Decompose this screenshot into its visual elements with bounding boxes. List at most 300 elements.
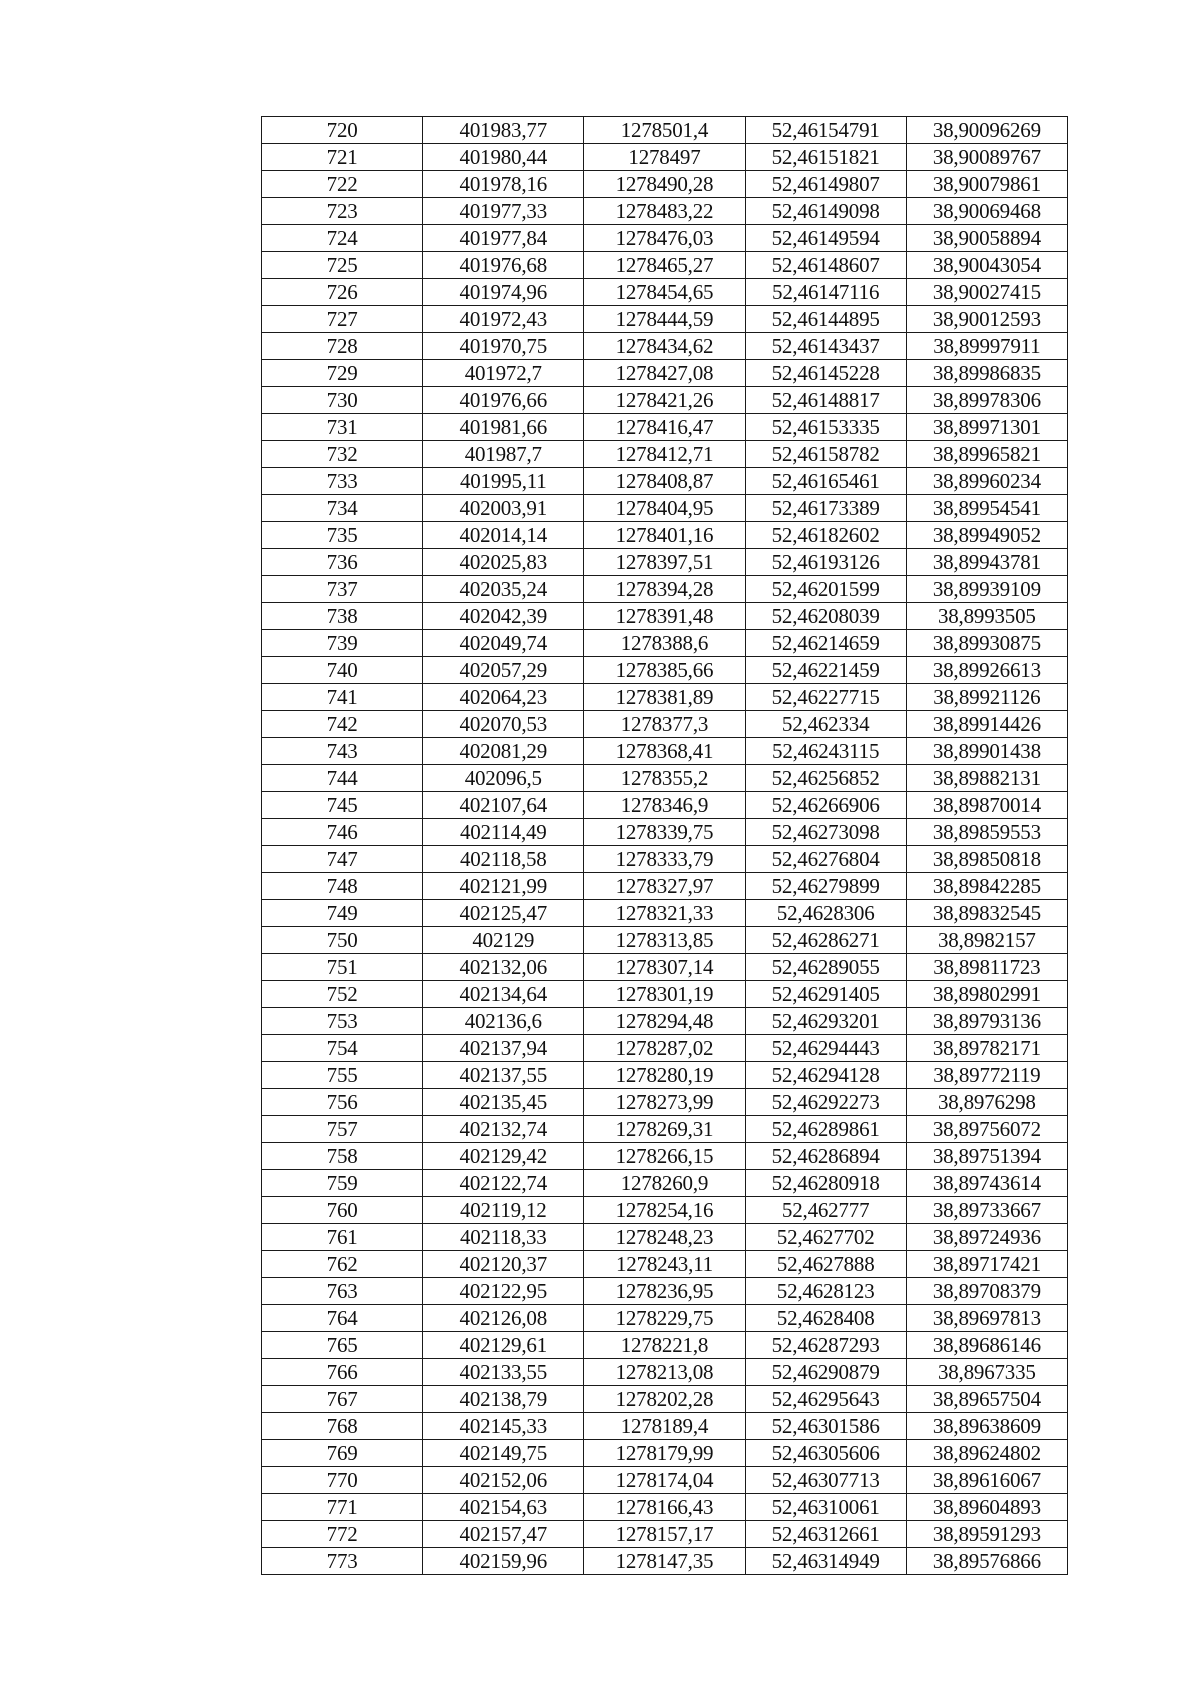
longitude-cell: 38,89921126	[906, 684, 1067, 711]
point-number-cell: 766	[262, 1359, 423, 1386]
table-row	[262, 927, 1068, 954]
longitude-cell: 38,89782171	[906, 1035, 1067, 1062]
latitude-cell: 52,46294443	[745, 1035, 906, 1062]
longitude-cell: 38,89657504	[906, 1386, 1067, 1413]
table-row	[262, 522, 1068, 549]
y-coordinate-cell: 1278254,16	[584, 1197, 745, 1224]
longitude-cell: 38,8982157	[906, 927, 1067, 954]
latitude-cell: 52,46273098	[745, 819, 906, 846]
table-row	[262, 495, 1068, 522]
table-row	[262, 981, 1068, 1008]
point-number-cell: 773	[262, 1548, 423, 1575]
latitude-cell: 52,4627702	[745, 1224, 906, 1251]
latitude-cell: 52,46208039	[745, 603, 906, 630]
latitude-cell: 52,46165461	[745, 468, 906, 495]
table-row	[262, 657, 1068, 684]
x-coordinate-cell: 402042,39	[423, 603, 584, 630]
table-row	[262, 630, 1068, 657]
point-number-cell: 720	[262, 117, 423, 144]
table-row	[262, 846, 1068, 873]
longitude-cell: 38,89724936	[906, 1224, 1067, 1251]
latitude-cell: 52,46279899	[745, 873, 906, 900]
longitude-cell: 38,89591293	[906, 1521, 1067, 1548]
point-number-cell: 742	[262, 711, 423, 738]
longitude-cell: 38,89733667	[906, 1197, 1067, 1224]
x-coordinate-cell: 401974,96	[423, 279, 584, 306]
longitude-cell: 38,89793136	[906, 1008, 1067, 1035]
latitude-cell: 52,4627888	[745, 1251, 906, 1278]
y-coordinate-cell: 1278269,31	[584, 1116, 745, 1143]
x-coordinate-cell: 402149,75	[423, 1440, 584, 1467]
coordinates-table	[261, 116, 1068, 1575]
latitude-cell: 52,462777	[745, 1197, 906, 1224]
latitude-cell: 52,46312661	[745, 1521, 906, 1548]
x-coordinate-cell: 402118,58	[423, 846, 584, 873]
point-number-cell: 748	[262, 873, 423, 900]
table-row	[262, 1170, 1068, 1197]
point-number-cell: 772	[262, 1521, 423, 1548]
latitude-cell: 52,46153335	[745, 414, 906, 441]
longitude-cell: 38,90069468	[906, 198, 1067, 225]
point-number-cell: 758	[262, 1143, 423, 1170]
longitude-cell: 38,89756072	[906, 1116, 1067, 1143]
latitude-cell: 52,46287293	[745, 1332, 906, 1359]
point-number-cell: 730	[262, 387, 423, 414]
table-row	[262, 1494, 1068, 1521]
latitude-cell: 52,4628408	[745, 1305, 906, 1332]
point-number-cell: 760	[262, 1197, 423, 1224]
point-number-cell: 745	[262, 792, 423, 819]
table-row	[262, 468, 1068, 495]
table-row	[262, 1467, 1068, 1494]
latitude-cell: 52,46295643	[745, 1386, 906, 1413]
y-coordinate-cell: 1278287,02	[584, 1035, 745, 1062]
point-number-cell: 747	[262, 846, 423, 873]
point-number-cell: 738	[262, 603, 423, 630]
y-coordinate-cell: 1278321,33	[584, 900, 745, 927]
x-coordinate-cell: 402145,33	[423, 1413, 584, 1440]
longitude-cell: 38,89870014	[906, 792, 1067, 819]
longitude-cell: 38,89901438	[906, 738, 1067, 765]
table-row	[262, 765, 1068, 792]
point-number-cell: 726	[262, 279, 423, 306]
point-number-cell: 767	[262, 1386, 423, 1413]
latitude-cell: 52,46290879	[745, 1359, 906, 1386]
longitude-cell: 38,89949052	[906, 522, 1067, 549]
y-coordinate-cell: 1278394,28	[584, 576, 745, 603]
y-coordinate-cell: 1278166,43	[584, 1494, 745, 1521]
x-coordinate-cell: 402152,06	[423, 1467, 584, 1494]
longitude-cell: 38,89697813	[906, 1305, 1067, 1332]
x-coordinate-cell: 402154,63	[423, 1494, 584, 1521]
point-number-cell: 770	[262, 1467, 423, 1494]
coordinates-table-body	[262, 117, 1068, 1575]
latitude-cell: 52,46149807	[745, 171, 906, 198]
table-row	[262, 198, 1068, 225]
x-coordinate-cell: 402132,74	[423, 1116, 584, 1143]
x-coordinate-cell: 402120,37	[423, 1251, 584, 1278]
latitude-cell: 52,46147116	[745, 279, 906, 306]
x-coordinate-cell: 402138,79	[423, 1386, 584, 1413]
y-coordinate-cell: 1278377,3	[584, 711, 745, 738]
latitude-cell: 52,46266906	[745, 792, 906, 819]
point-number-cell: 727	[262, 306, 423, 333]
latitude-cell: 52,4628123	[745, 1278, 906, 1305]
table-row	[262, 1305, 1068, 1332]
x-coordinate-cell: 402121,99	[423, 873, 584, 900]
table-row	[262, 900, 1068, 927]
latitude-cell: 52,46149098	[745, 198, 906, 225]
x-coordinate-cell: 401977,33	[423, 198, 584, 225]
latitude-cell: 52,46148817	[745, 387, 906, 414]
x-coordinate-cell: 401995,11	[423, 468, 584, 495]
longitude-cell: 38,89708379	[906, 1278, 1067, 1305]
latitude-cell: 52,46214659	[745, 630, 906, 657]
longitude-cell: 38,89986835	[906, 360, 1067, 387]
x-coordinate-cell: 402125,47	[423, 900, 584, 927]
table-row	[262, 1440, 1068, 1467]
point-number-cell: 724	[262, 225, 423, 252]
point-number-cell: 735	[262, 522, 423, 549]
y-coordinate-cell: 1278301,19	[584, 981, 745, 1008]
latitude-cell: 52,46227715	[745, 684, 906, 711]
point-number-cell: 765	[262, 1332, 423, 1359]
table-row	[262, 684, 1068, 711]
latitude-cell: 52,4628306	[745, 900, 906, 927]
table-row	[262, 1251, 1068, 1278]
latitude-cell: 52,46280918	[745, 1170, 906, 1197]
longitude-cell: 38,8967335	[906, 1359, 1067, 1386]
longitude-cell: 38,90058894	[906, 225, 1067, 252]
latitude-cell: 52,46291405	[745, 981, 906, 1008]
point-number-cell: 743	[262, 738, 423, 765]
y-coordinate-cell: 1278179,99	[584, 1440, 745, 1467]
y-coordinate-cell: 1278327,97	[584, 873, 745, 900]
x-coordinate-cell: 402136,6	[423, 1008, 584, 1035]
y-coordinate-cell: 1278434,62	[584, 333, 745, 360]
longitude-cell: 38,89772119	[906, 1062, 1067, 1089]
latitude-cell: 52,46221459	[745, 657, 906, 684]
y-coordinate-cell: 1278368,41	[584, 738, 745, 765]
point-number-cell: 723	[262, 198, 423, 225]
longitude-cell: 38,89743614	[906, 1170, 1067, 1197]
table-row	[262, 1359, 1068, 1386]
point-number-cell: 729	[262, 360, 423, 387]
y-coordinate-cell: 1278189,4	[584, 1413, 745, 1440]
table-row	[262, 225, 1068, 252]
y-coordinate-cell: 1278483,22	[584, 198, 745, 225]
x-coordinate-cell: 402157,47	[423, 1521, 584, 1548]
longitude-cell: 38,89616067	[906, 1467, 1067, 1494]
table-row	[262, 954, 1068, 981]
longitude-cell: 38,89811723	[906, 954, 1067, 981]
point-number-cell: 734	[262, 495, 423, 522]
latitude-cell: 52,46286894	[745, 1143, 906, 1170]
latitude-cell: 52,46256852	[745, 765, 906, 792]
longitude-cell: 38,90096269	[906, 117, 1067, 144]
longitude-cell: 38,89638609	[906, 1413, 1067, 1440]
x-coordinate-cell: 402126,08	[423, 1305, 584, 1332]
x-coordinate-cell: 402119,12	[423, 1197, 584, 1224]
table-row	[262, 1548, 1068, 1575]
table-row	[262, 279, 1068, 306]
x-coordinate-cell: 401983,77	[423, 117, 584, 144]
latitude-cell: 52,46293201	[745, 1008, 906, 1035]
x-coordinate-cell: 402137,55	[423, 1062, 584, 1089]
point-number-cell: 722	[262, 171, 423, 198]
x-coordinate-cell: 401972,43	[423, 306, 584, 333]
y-coordinate-cell: 1278476,03	[584, 225, 745, 252]
point-number-cell: 746	[262, 819, 423, 846]
latitude-cell: 52,46276804	[745, 846, 906, 873]
latitude-cell: 52,462334	[745, 711, 906, 738]
y-coordinate-cell: 1278408,87	[584, 468, 745, 495]
latitude-cell: 52,46173389	[745, 495, 906, 522]
latitude-cell: 52,46143437	[745, 333, 906, 360]
point-number-cell: 744	[262, 765, 423, 792]
point-number-cell: 752	[262, 981, 423, 1008]
latitude-cell: 52,46149594	[745, 225, 906, 252]
x-coordinate-cell: 402122,74	[423, 1170, 584, 1197]
latitude-cell: 52,46158782	[745, 441, 906, 468]
x-coordinate-cell: 402118,33	[423, 1224, 584, 1251]
x-coordinate-cell: 401976,68	[423, 252, 584, 279]
longitude-cell: 38,90089767	[906, 144, 1067, 171]
y-coordinate-cell: 1278497	[584, 144, 745, 171]
longitude-cell: 38,90043054	[906, 252, 1067, 279]
y-coordinate-cell: 1278412,71	[584, 441, 745, 468]
x-coordinate-cell: 402107,64	[423, 792, 584, 819]
latitude-cell: 52,46294128	[745, 1062, 906, 1089]
longitude-cell: 38,90027415	[906, 279, 1067, 306]
x-coordinate-cell: 402064,23	[423, 684, 584, 711]
point-number-cell: 771	[262, 1494, 423, 1521]
point-number-cell: 761	[262, 1224, 423, 1251]
latitude-cell: 52,46182602	[745, 522, 906, 549]
table-row	[262, 603, 1068, 630]
latitude-cell: 52,46286271	[745, 927, 906, 954]
latitude-cell: 52,46305606	[745, 1440, 906, 1467]
x-coordinate-cell: 401978,16	[423, 171, 584, 198]
point-number-cell: 737	[262, 576, 423, 603]
point-number-cell: 757	[262, 1116, 423, 1143]
longitude-cell: 38,89850818	[906, 846, 1067, 873]
x-coordinate-cell: 402025,83	[423, 549, 584, 576]
latitude-cell: 52,46289055	[745, 954, 906, 981]
x-coordinate-cell: 402135,45	[423, 1089, 584, 1116]
longitude-cell: 38,89926613	[906, 657, 1067, 684]
latitude-cell: 52,46301586	[745, 1413, 906, 1440]
longitude-cell: 38,8993505	[906, 603, 1067, 630]
x-coordinate-cell: 401976,66	[423, 387, 584, 414]
x-coordinate-cell: 401987,7	[423, 441, 584, 468]
table-row	[262, 1062, 1068, 1089]
longitude-cell: 38,89842285	[906, 873, 1067, 900]
x-coordinate-cell: 402159,96	[423, 1548, 584, 1575]
table-row	[262, 333, 1068, 360]
table-row	[262, 360, 1068, 387]
longitude-cell: 38,89960234	[906, 468, 1067, 495]
table-row	[262, 549, 1068, 576]
point-number-cell: 750	[262, 927, 423, 954]
point-number-cell: 768	[262, 1413, 423, 1440]
y-coordinate-cell: 1278294,48	[584, 1008, 745, 1035]
point-number-cell: 759	[262, 1170, 423, 1197]
table-row	[262, 387, 1068, 414]
y-coordinate-cell: 1278236,95	[584, 1278, 745, 1305]
longitude-cell: 38,89943781	[906, 549, 1067, 576]
longitude-cell: 38,89930875	[906, 630, 1067, 657]
y-coordinate-cell: 1278454,65	[584, 279, 745, 306]
x-coordinate-cell: 402132,06	[423, 954, 584, 981]
latitude-cell: 52,46148607	[745, 252, 906, 279]
y-coordinate-cell: 1278421,26	[584, 387, 745, 414]
y-coordinate-cell: 1278221,8	[584, 1332, 745, 1359]
x-coordinate-cell: 401970,75	[423, 333, 584, 360]
longitude-cell: 38,90012593	[906, 306, 1067, 333]
point-number-cell: 754	[262, 1035, 423, 1062]
point-number-cell: 753	[262, 1008, 423, 1035]
y-coordinate-cell: 1278174,04	[584, 1467, 745, 1494]
longitude-cell: 38,89914426	[906, 711, 1067, 738]
longitude-cell: 38,89939109	[906, 576, 1067, 603]
point-number-cell: 731	[262, 414, 423, 441]
y-coordinate-cell: 1278355,2	[584, 765, 745, 792]
y-coordinate-cell: 1278404,95	[584, 495, 745, 522]
x-coordinate-cell: 402070,53	[423, 711, 584, 738]
point-number-cell: 756	[262, 1089, 423, 1116]
x-coordinate-cell: 402114,49	[423, 819, 584, 846]
latitude-cell: 52,46314949	[745, 1548, 906, 1575]
y-coordinate-cell: 1278213,08	[584, 1359, 745, 1386]
table-row	[262, 252, 1068, 279]
longitude-cell: 38,89686146	[906, 1332, 1067, 1359]
x-coordinate-cell: 402096,5	[423, 765, 584, 792]
y-coordinate-cell: 1278229,75	[584, 1305, 745, 1332]
table-row	[262, 1008, 1068, 1035]
longitude-cell: 38,89978306	[906, 387, 1067, 414]
x-coordinate-cell: 401972,7	[423, 360, 584, 387]
y-coordinate-cell: 1278388,6	[584, 630, 745, 657]
table-row	[262, 1224, 1068, 1251]
longitude-cell: 38,89832545	[906, 900, 1067, 927]
x-coordinate-cell: 402137,94	[423, 1035, 584, 1062]
point-number-cell: 741	[262, 684, 423, 711]
longitude-cell: 38,89997911	[906, 333, 1067, 360]
x-coordinate-cell: 402133,55	[423, 1359, 584, 1386]
y-coordinate-cell: 1278273,99	[584, 1089, 745, 1116]
longitude-cell: 38,89882131	[906, 765, 1067, 792]
x-coordinate-cell: 402035,24	[423, 576, 584, 603]
table-row	[262, 1035, 1068, 1062]
x-coordinate-cell: 402057,29	[423, 657, 584, 684]
longitude-cell: 38,8976298	[906, 1089, 1067, 1116]
x-coordinate-cell: 401980,44	[423, 144, 584, 171]
point-number-cell: 736	[262, 549, 423, 576]
x-coordinate-cell: 402129,61	[423, 1332, 584, 1359]
y-coordinate-cell: 1278401,16	[584, 522, 745, 549]
y-coordinate-cell: 1278157,17	[584, 1521, 745, 1548]
latitude-cell: 52,46193126	[745, 549, 906, 576]
y-coordinate-cell: 1278260,9	[584, 1170, 745, 1197]
point-number-cell: 733	[262, 468, 423, 495]
table-row	[262, 1143, 1068, 1170]
point-number-cell: 763	[262, 1278, 423, 1305]
y-coordinate-cell: 1278147,35	[584, 1548, 745, 1575]
y-coordinate-cell: 1278397,51	[584, 549, 745, 576]
y-coordinate-cell: 1278333,79	[584, 846, 745, 873]
point-number-cell: 762	[262, 1251, 423, 1278]
table-row	[262, 1089, 1068, 1116]
latitude-cell: 52,46154791	[745, 117, 906, 144]
y-coordinate-cell: 1278248,23	[584, 1224, 745, 1251]
table-row	[262, 1116, 1068, 1143]
table-row	[262, 306, 1068, 333]
y-coordinate-cell: 1278346,9	[584, 792, 745, 819]
table-row	[262, 873, 1068, 900]
longitude-cell: 38,89965821	[906, 441, 1067, 468]
y-coordinate-cell: 1278391,48	[584, 603, 745, 630]
longitude-cell: 38,89604893	[906, 1494, 1067, 1521]
table-row	[262, 1197, 1068, 1224]
point-number-cell: 751	[262, 954, 423, 981]
table-row	[262, 1386, 1068, 1413]
x-coordinate-cell: 401981,66	[423, 414, 584, 441]
longitude-cell: 38,89717421	[906, 1251, 1067, 1278]
longitude-cell: 38,90079861	[906, 171, 1067, 198]
y-coordinate-cell: 1278313,85	[584, 927, 745, 954]
y-coordinate-cell: 1278280,19	[584, 1062, 745, 1089]
longitude-cell: 38,89802991	[906, 981, 1067, 1008]
point-number-cell: 721	[262, 144, 423, 171]
y-coordinate-cell: 1278427,08	[584, 360, 745, 387]
table-row	[262, 117, 1068, 144]
longitude-cell: 38,89859553	[906, 819, 1067, 846]
table-row	[262, 171, 1068, 198]
x-coordinate-cell: 402081,29	[423, 738, 584, 765]
y-coordinate-cell: 1278339,75	[584, 819, 745, 846]
table-row	[262, 1332, 1068, 1359]
point-number-cell: 749	[262, 900, 423, 927]
x-coordinate-cell: 401977,84	[423, 225, 584, 252]
longitude-cell: 38,89954541	[906, 495, 1067, 522]
point-number-cell: 764	[262, 1305, 423, 1332]
table-row	[262, 144, 1068, 171]
y-coordinate-cell: 1278444,59	[584, 306, 745, 333]
y-coordinate-cell: 1278381,89	[584, 684, 745, 711]
longitude-cell: 38,89576866	[906, 1548, 1067, 1575]
point-number-cell: 740	[262, 657, 423, 684]
y-coordinate-cell: 1278243,11	[584, 1251, 745, 1278]
y-coordinate-cell: 1278501,4	[584, 117, 745, 144]
x-coordinate-cell: 402122,95	[423, 1278, 584, 1305]
latitude-cell: 52,46292273	[745, 1089, 906, 1116]
y-coordinate-cell: 1278465,27	[584, 252, 745, 279]
table-row	[262, 711, 1068, 738]
longitude-cell: 38,89751394	[906, 1143, 1067, 1170]
y-coordinate-cell: 1278266,15	[584, 1143, 745, 1170]
y-coordinate-cell: 1278307,14	[584, 954, 745, 981]
latitude-cell: 52,46151821	[745, 144, 906, 171]
latitude-cell: 52,46145228	[745, 360, 906, 387]
table-row	[262, 738, 1068, 765]
latitude-cell: 52,46243115	[745, 738, 906, 765]
x-coordinate-cell: 402049,74	[423, 630, 584, 657]
x-coordinate-cell: 402003,91	[423, 495, 584, 522]
point-number-cell: 769	[262, 1440, 423, 1467]
table-row	[262, 576, 1068, 603]
y-coordinate-cell: 1278490,28	[584, 171, 745, 198]
